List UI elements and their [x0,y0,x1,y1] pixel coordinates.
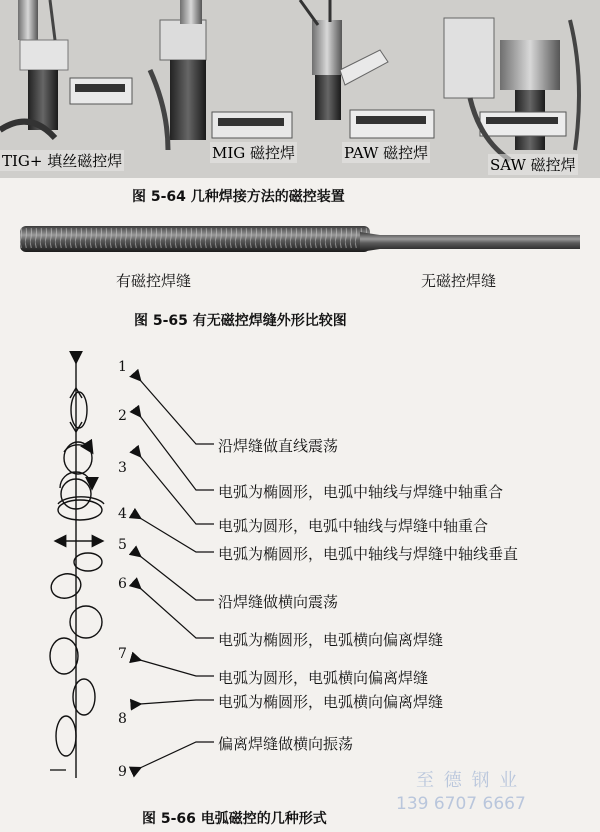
caption-fig-5-65: 图 5-65 有无磁控焊缝外形比较图 [134,313,347,329]
description-3: 电弧为圆形，电弧中轴线与焊缝中轴重合 [218,517,489,535]
leader-2 [140,416,214,490]
arc-shape-2 [64,442,92,474]
watermark-company: 至 德 钢 业 [416,770,520,791]
saw-label: SAW 磁控焊 [490,156,576,174]
leader-8 [140,700,214,704]
arc-shape-7 [70,606,102,638]
arc-shape-8 [50,638,78,674]
leader-5 [140,556,214,600]
mig-label: MIG 磁控焊 [212,144,296,162]
description-6: 电弧为椭圆形，电弧横向偏离焊缝 [218,631,444,649]
description-8: 电弧为椭圆形，电弧横向偏离焊缝 [218,693,444,711]
leader-4 [140,518,214,552]
leader-7 [140,660,214,676]
arc-shape-1 [70,388,87,432]
paw-label: PAW 磁控焊 [344,144,429,162]
description-7: 电弧为圆形，电弧横向偏离焊缝 [218,669,429,687]
label-number-9: 9 [118,764,127,780]
leader-1 [140,380,214,444]
arc-shape-9 [50,679,95,770]
label-number-1: 1 [118,359,127,375]
description-9: 偏离焊缝做横向振荡 [218,735,354,753]
label-number-3: 3 [118,460,127,476]
arc-shape-5 [56,541,102,571]
watermark-phone: 139 6707 6667 [396,794,526,814]
leader-9 [140,742,214,768]
label-number-5: 5 [118,537,127,553]
description-5: 沿焊缝做横向震荡 [218,593,339,611]
description-2: 电弧为椭圆形，电弧中轴线与焊缝中轴重合 [218,483,504,501]
label-number-4: 4 [118,506,127,522]
caption-fig-5-64: 图 5-64 几种焊接方法的磁控装置 [132,189,345,205]
caption-fig-5-66: 图 5-66 电弧磁控的几种形式 [142,811,327,827]
description-4: 电弧为椭圆形，电弧中轴线与焊缝中轴线垂直 [218,545,519,563]
label-number-8: 8 [118,711,127,727]
tig-label: TIG+ 填丝磁控焊 [2,152,123,170]
label-number-7: 7 [118,646,127,662]
description-1: 沿焊缝做直线震荡 [218,437,339,455]
leader-6 [140,588,214,638]
nonmagnetic-weld-label: 无磁控焊缝 [421,272,497,290]
magnetic-weld-label: 有磁控焊缝 [116,272,192,290]
arc-shape-6 [48,571,83,602]
label-number-6: 6 [118,576,127,592]
label-number-2: 2 [118,408,127,424]
